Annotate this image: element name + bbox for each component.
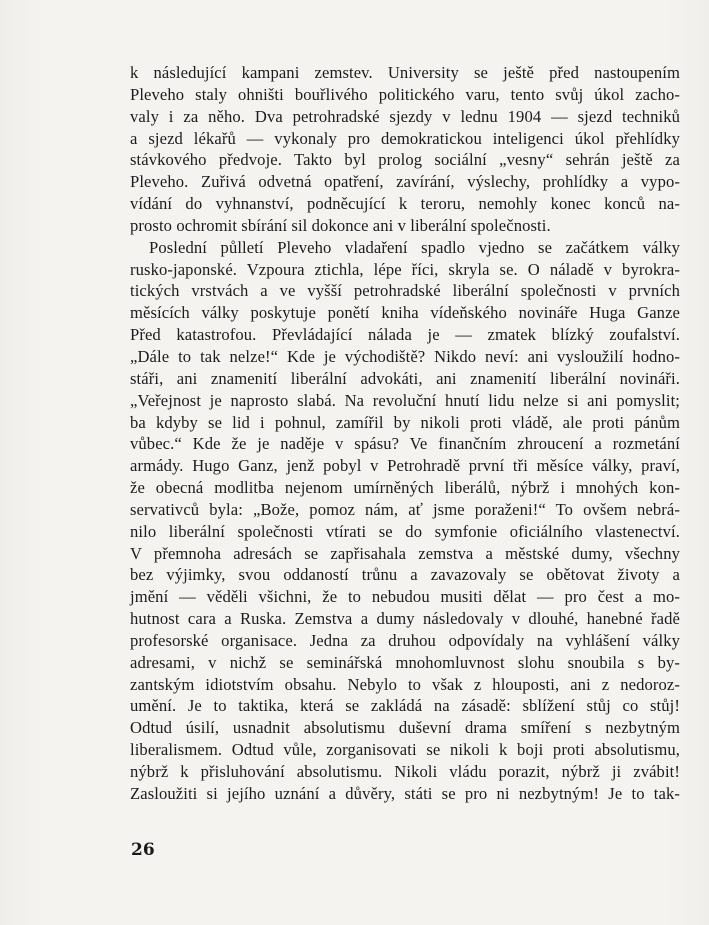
text-line: nýbrž k přisluhování absolutismu. Nikoli vládu porazit, nýbrž ji zvábit!: [130, 762, 680, 781]
text-line: stáři, ani znamenití liberální advokáti, ani znamenití liberální novináři.: [130, 368, 680, 388]
text-line: jmění — věděli všichni, že to nebudou musiti dělat — pro čest a mo-: [130, 587, 680, 607]
text-line: servativců byla: „Bože, pomoz nám, ať jsme poraženi!“ To ovšem nebrá-: [130, 499, 680, 519]
text-line: umění. Je to taktika, která se zakládá na zásadě: sblížení stůj co stůj!: [130, 696, 680, 716]
text-line: zantským idiotstvím obsahu. Nebylo to však z hlouposti, ani z nedoroz-: [130, 674, 680, 694]
text-line: že obecná modlitba nejenom umírněných liberálů, nýbrž i mnohých kon-: [130, 478, 680, 498]
text-line: stávkového předvoje. Takto byl prolog sociální „vesny“ sehrán ještě za: [130, 150, 680, 170]
text-line: Před katastrofou. Převládající nálada je — zmatek blízký zoufalství.: [130, 325, 680, 345]
text-line: vídání do vyhnanství, podněcující k teroru, nemohly konec konců na-: [130, 194, 680, 214]
text-line: Pleveho staly ohništi bouřlivého politického varu, tento svůj úkol zacho-: [130, 84, 680, 104]
text-line: Poslední půlletí Pleveho vladaření spadlo vjedno se začátkem války: [149, 237, 680, 257]
text-line: Odtud úsilí, usnadnit absolutismu duševní drama smíření s nezbytným: [130, 718, 680, 738]
text-line: Zasloužiti si jejího uznání a důvěry, státi se pro ni nezbytným! Je to tak-: [130, 783, 680, 803]
text-line: bez výjimky, svou oddaností trůnu a zavazovaly se obětovat životy a: [130, 565, 680, 585]
text-line: ba kdyby se lid i pohnul, zamířil by nikoli proti vládě, ale proti pánům: [130, 412, 680, 432]
text-line: hutnost cara a Ruska. Zemstva a dumy následovaly v dlouhé, hanebné řadě: [130, 609, 680, 629]
text-line: „Dále to tak nelze!“ Kde je východiště? Nikdo neví: ani vysloužilí hodno-: [130, 346, 680, 366]
text-line: profesorské organisace. Jedna za druhou odpovídaly na vyhlášení války: [130, 630, 680, 650]
text-line: armády. Hugo Ganz, jenž pobyl v Petrohradě první tři měsíce války, praví,: [130, 456, 680, 476]
text-line: vůbec.“ Kde že je naděje v spásu? Ve finančním zhroucení a rozmetání: [130, 434, 680, 454]
text-line: Pleveho. Zuřivá odvetná opatření, zavírání, výslechy, prohlídky a vypo-: [130, 172, 680, 192]
text-line: k následující kampani zemstev. University se ještě před nastoupením: [130, 63, 680, 82]
text-line: tických vrstvách a ve vyšší petrohradské liberální společnosti v prvních: [130, 281, 680, 301]
text-line: V přemnoha adresách se zapřisahala zemstva a městské dumy, všechny: [130, 543, 680, 563]
text-line: rusko-japonské. Vzpoura ztichla, lépe říci, skryla se. O náladě v byrokra-: [130, 259, 680, 279]
text-line: a sjezd lékařů — vykonaly pro demokratickou inteligenci úkol přehlídky: [130, 128, 680, 148]
text-line: měsících války poskytuje ponětí kniha vídeňského novináře Huga Ganze: [130, 303, 680, 323]
text-line: „Veřejnost je naprosto slabá. Na revoluční hnutí lidu nelze si ani pomyslit;: [130, 390, 680, 410]
paragraph: [130, 237, 680, 805]
body-text: [130, 62, 680, 805]
text-line: nilo liberální společnosti vtírati se do symfonie oficiálního vlastenectví.: [130, 521, 680, 541]
text-line: liberalismem. Odtud vůle, zorganisovati se nikoli k boji proti absolutismu,: [130, 740, 680, 760]
text-line: prosto ochromit sbírání sil dokonce ani v liberální společnosti.: [130, 215, 551, 235]
text-line: valy i za něho. Dva petrohradské sjezdy v lednu 1904 — sjezd techniků: [130, 106, 680, 126]
page-number: 26: [131, 840, 155, 860]
text-line: adresami, v nichž se seminářská mnohomluvnost slohu snoubila s by-: [130, 652, 680, 672]
paragraph: [130, 62, 680, 237]
